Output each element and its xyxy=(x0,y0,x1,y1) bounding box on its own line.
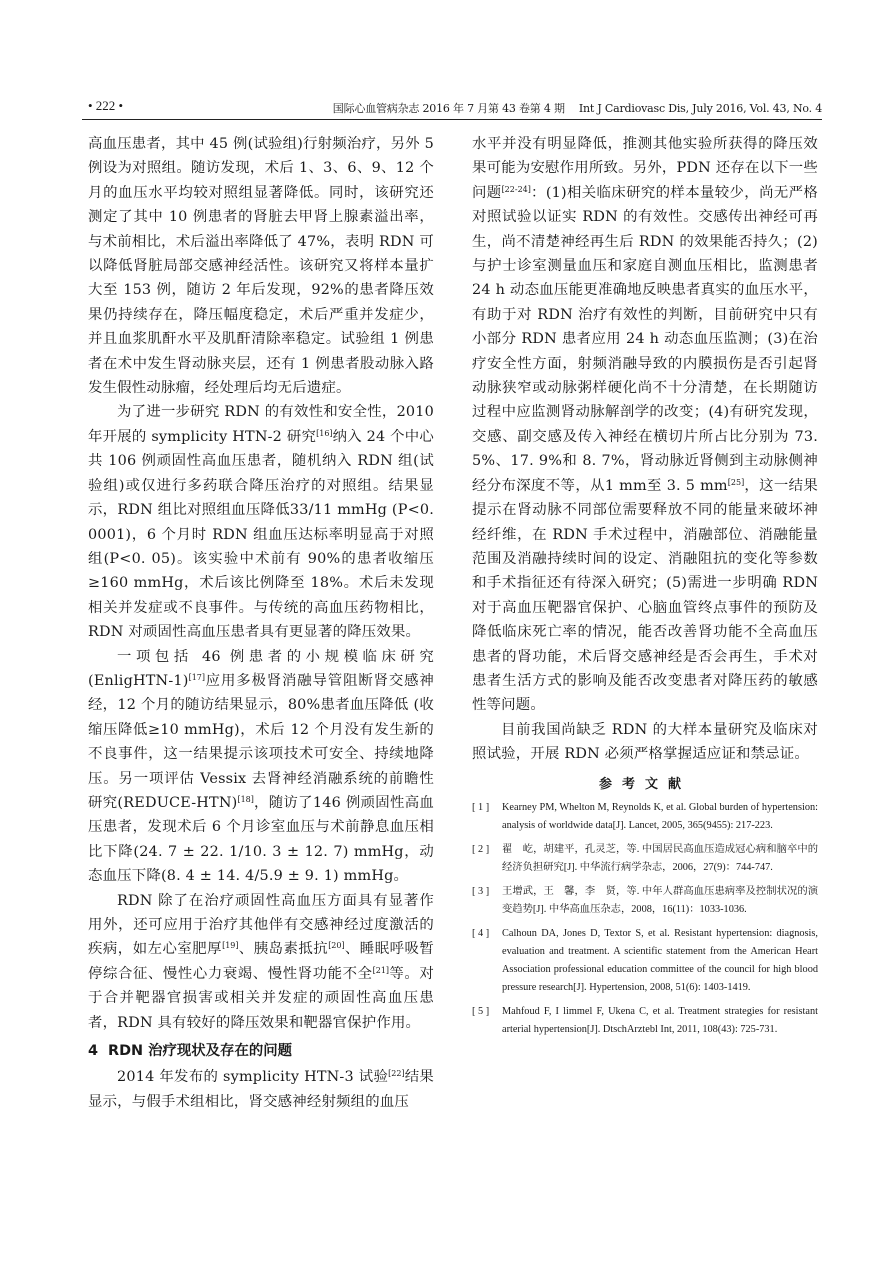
reference-text: Kearney PM, Whelton M, Reynolds K, et al. Global burden of hypertension: analysis of worldwide data[J]. Lancet, 2005, 365(9455): 217-223. xyxy=(502,801,818,831)
text-run: ：(1)相关临床研究的样本量较少，尚无严格对照试验以证实 RDN 的有效性。交感传出神经可再生，尚不清楚神经再生后 RDN 的效果能否持久；(2)与护士诊室测量血压和家庭自测血压相比，监测患者 24 h 动态血压能更准确地反映患者真实的血压水平，有助于对 RDN 治疗有效性的判断，目前研究中只有小部分 RDN 患者应用 24 h 动态血压监测；(3)在治疗安全性方面，射频消融导致的内膜损伤是否引起肾动脉狭窄或动脉粥样硬化尚不十分清楚，在长期随访过程中应监测肾动脉解剖学的改变；(4)有研究发现，交感、副交感及传入神经在横切片所占比分别为 73. 5%、17. 9%和 8. 7%，肾动脉近肾侧到主动脉侧神经分布深度不等，从1 mm至 3. 5 mm xyxy=(472,184,818,494)
citation: [22] xyxy=(388,1069,405,1079)
reference-number: [ 3 ] xyxy=(472,885,490,897)
references-heading: 参考文献 xyxy=(598,776,691,792)
citation: [21] xyxy=(372,965,390,975)
page-number: • 222 • xyxy=(88,98,124,113)
citation: [22-24] xyxy=(501,184,531,194)
text-run: 纳入 24 个中心共 106 例顽固性高血压患者，随机纳入 RDN 组(试验组)或仅进行多药联合降压治疗的对照组。结果显示，RDN 组比对照组血压降低33/11 mmHg (P<0. 0001)，6 个月时 RDN 组血压达标率明显高于对照组(P<0. 05)。该实验中术前有 90%的患者收缩压≥160 mmHg，术后该比例降至 18%。术后未发现相关并发症或不良事件。与传统的高血压药物相比，RDN 对顽固性高血压患者具有更显著的降压效果。 xyxy=(88,428,434,641)
paragraph xyxy=(88,645,434,889)
journal-running-title: 国际心血管病杂志 2016 年 7 月第 43 卷第 4 期 Int J Cardiovasc Dis, July 2016, Vol. 43, No. 4 xyxy=(332,102,822,115)
text-run: 2014 年发布的 symplicity HTN-3 试验 xyxy=(117,1069,389,1086)
reference-number: [ 2 ] xyxy=(472,843,490,855)
reference-item xyxy=(472,925,818,997)
header-rule xyxy=(82,119,822,120)
citation: [16] xyxy=(316,428,333,438)
text-run: 水平并没有明显降低，推测其他实验所获得的降压效果可能为安慰作用所致。另外，PDN 还存在以下一些问题 xyxy=(472,136,818,201)
section-number: 4 xyxy=(88,1043,99,1060)
paragraph xyxy=(88,400,434,644)
reference-number: [ 4 ] xyxy=(472,927,490,939)
paragraph: 目前我国尚缺乏 RDN 的大样本量研究及临床对照试验，开展 RDN 必须严格掌握适应证和禁忌证。 xyxy=(472,721,818,763)
citation: [20] xyxy=(328,941,345,951)
text-run: 一项包括 46 例患者的小规模临床研究 (EnligHTN-1) xyxy=(88,648,434,689)
text-run: RDN 除了在治疗顽固性高血压方面具有显著作用外，还可应用于治疗其他伴有交感神经过度激活的疾病，如左心室肥厚 xyxy=(88,892,434,958)
text-run: ，这一结果提示在肾动脉不同部位需要释放不同的能量来破坏神经纤维，在 RDN 手术过程中，消融部位、消融能量范围及消融持续时间的设定、消融阻抗的变化等参数和手术指征还有待深入研究；(5)需进一步明确 RDN 对于高血压靶器官保护、心脑血管终点事件的预防及降低临床死亡率的情况，能否改善肾功能不全高血压患者的肾功能，术后肾交感神经是否会再生，手术对患者生活方式的影响及能否改变患者对降压药的敏感性等问题。 xyxy=(472,477,818,714)
text-run: 为了进一步研究 RDN 的有效性和安全性，2010 年开展的 symplicity HTN-2 研究 xyxy=(88,404,434,445)
reference-number: [ 1 ] xyxy=(472,801,490,813)
reference-text: 翟 屹，胡建平，孔灵芝，等. 中国居民高血压造成冠心病和脑卒中的经济负担研究[J]. 中华流行病学杂志，2006，27(9)：744-747. xyxy=(502,843,818,873)
reference-text: Mahfoud F, I limmel F, Ukena C, et al. Treatment strategies for resistant arterial hypertension[J]. DtschArztebl Int, 2011, 108(43): 725-731. xyxy=(502,1005,818,1035)
text-run: 等。对于合并靶器官损害或相关并发症的顽固性高血压患者，RDN 具有较好的降压效果和靶器官保护作用。 xyxy=(88,965,434,1031)
reference-item xyxy=(472,799,818,835)
reference-item xyxy=(472,883,818,919)
paragraph xyxy=(88,1065,434,1114)
text-run: ，随访了146 例顽固性高血压患者，发现术后 6 个月诊室血压与术前静息血压相比下降(24. 7 ± 22. 1/10. 3 ± 12. 7) mmHg，动态血压下降(8. 4 ± 14. 4/5.9 ± 9. 1) mmHg。 xyxy=(88,794,434,885)
reference-number: [ 5 ] xyxy=(472,1005,490,1017)
reference-item xyxy=(472,1003,818,1039)
paragraph xyxy=(88,889,434,1035)
left-column xyxy=(88,132,434,1114)
citation: [19] xyxy=(222,941,239,951)
paragraph xyxy=(472,132,818,718)
paragraph: 高血压患者，其中 45 例(试验组)行射频治疗，另外 5 例设为对照组。随访发现，术后 1、3、6、9、12 个月的血压水平均较对照组显著降低。同时，该研究还测定了其中 10 例患者的肾脏去甲肾上腺素溢出率，与术前相比，术后溢出率降低了 47%，表明 RDN 可以降低肾脏局部交感神经活性。该研究又将样本量扩大至 153 例，随访 2 年后发现，92%的患者降压效果仍持续存在，降压幅度稳定，术后严重并发症少，并且血浆肌酐水平及肌酐清除率稳定。试验组 1 例患者在术中发生肾动脉夹层，还有 1 例患者股动脉入路发生假性动脉瘤，经处理后均无后遗症。 xyxy=(88,136,434,397)
section-title: RDN 治疗现状及存在的问题 xyxy=(108,1043,293,1060)
right-column xyxy=(472,132,818,1045)
citation: [17] xyxy=(188,672,205,682)
citation: [25] xyxy=(727,477,745,487)
section-heading xyxy=(88,1039,434,1063)
reference-list xyxy=(472,799,818,1039)
reference-text: 王增武，王 馨，李 贤，等. 中年人群高血压患病率及控制状况的演变趋势[J]. 中华高血压杂志，2008，16(11)：1033-1036. xyxy=(502,885,818,915)
text-run: 应用多极肾消融导管阻断肾交感神经，12 个月的随访结果显示，80%患者血压降低 (收缩压降低≥10 mmHg)，术后 12 个月没有发生新的不良事件，这一结果提示该项技术可安全、持续地降压。另一项评估 Vessix 去肾神经消融系统的前瞻性研究(REDUCE-HTN) xyxy=(88,672,434,811)
running-header xyxy=(82,98,822,118)
citation: [18] xyxy=(237,794,254,804)
text-run: 、胰岛素抵抗 xyxy=(238,941,329,958)
text-run: 、睡眠呼吸暂停综合征、慢性心力衰竭、慢性肾功能不全 xyxy=(88,941,434,982)
reference-item xyxy=(472,841,818,877)
text-run: 结果显示，与假手术组相比，肾交感神经射频组的血压 xyxy=(88,1069,434,1110)
reference-text: Calhoun DA, Jones D, Textor S, et al. Resistant hypertension: diagnosis, evaluation and treatment. A scientific statement from the American Heart Association professional education committee of the council for high blood pressure research[J]. Hypertension, 2008, 51(6): 1403-1419. xyxy=(502,927,818,993)
